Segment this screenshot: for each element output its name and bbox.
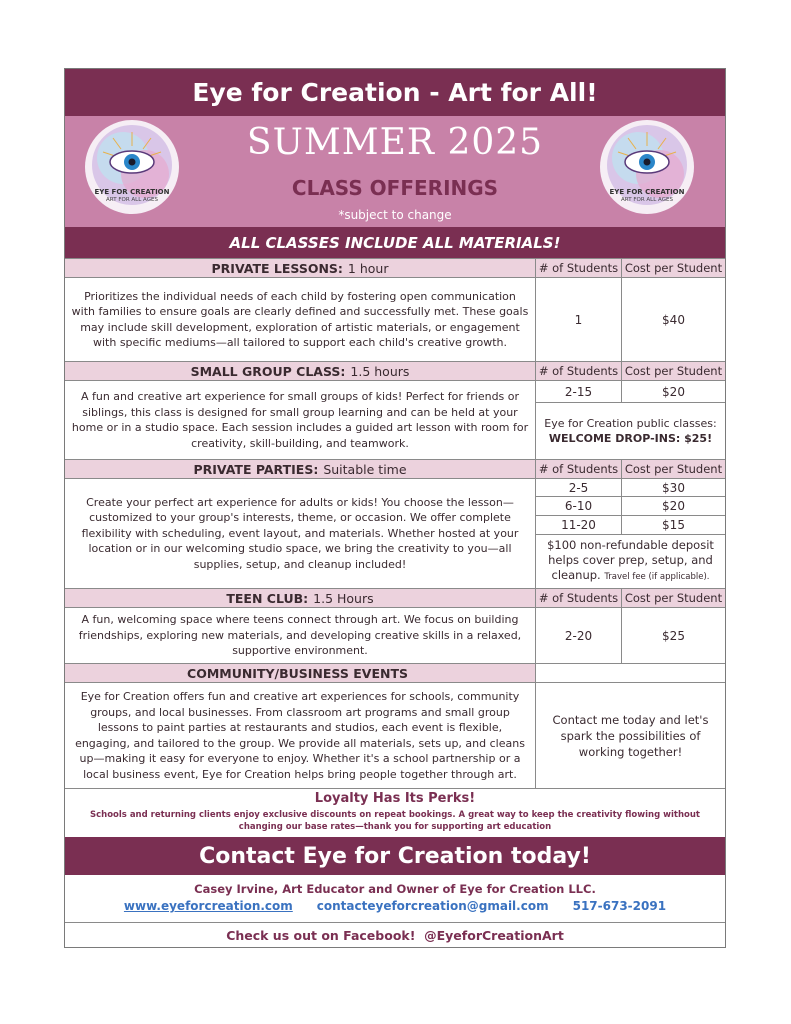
facebook-line[interactable]: Check us out on Facebook! @EyeforCreationArt	[226, 928, 564, 943]
public-classes-text: Eye for Creation public classes:	[544, 417, 717, 430]
phone-number[interactable]: 517-673-2091	[572, 899, 667, 913]
small-group-title: SMALL GROUP CLASS:	[190, 363, 346, 379]
teen-club-students: 2-20	[535, 608, 621, 663]
email-address[interactable]: contacteyeforcreation@gmail.com	[316, 899, 549, 913]
students-column-header: # of Students	[535, 459, 621, 479]
contact-links	[65, 899, 725, 913]
class-offerings-heading: CLASS OFFERINGS	[291, 176, 499, 200]
private-lessons-cost: $40	[621, 278, 725, 361]
party-tier-cost: $20	[621, 497, 725, 516]
teen-club-description: A fun, welcoming space where teens connect through art. We focus on building friendships, exploring new materials, and developing creative skills in a relaxed, supportive environment.	[78, 613, 522, 658]
teen-club-title: TEEN CLUB:	[226, 590, 309, 606]
cost-column-header: Cost per Student	[621, 459, 725, 479]
subject-to-change-note: *subject to change	[338, 208, 452, 222]
community-events-header	[65, 663, 535, 683]
private-parties-description: Create your perfect art experience for adults or kids! You choose the lesson—customized to your group's interests, theme, or occasion. We offer complete flexibility with scheduling, event layout, and materials. Whether hosted at your location or in our welcoming studio space, we bring the creativity to you—all supplies, setup, and cleanup included!	[81, 495, 519, 571]
drop-in-price: WELCOME DROP-INS: $25!	[548, 432, 713, 445]
hero-section	[65, 116, 725, 227]
party-tier-students: 11-20	[535, 516, 621, 535]
loyalty-text: Schools and returning clients enjoy exclusive discounts on repeat bookings. A great way to keep the creativity flowing without changing our base rates—thank you for supporting art education	[90, 810, 700, 832]
private-parties-title: PRIVATE PARTIES:	[193, 461, 319, 477]
community-header-blank	[535, 663, 725, 683]
travel-fee-note: Travel fee (if applicable).	[604, 572, 710, 582]
small-group-header	[65, 361, 535, 381]
private-lessons-description: Prioritizes the individual needs of each child by fostering open communication with families to ensure goals are clearly defined and successfully met. These goals may include skill development, exploration of artistic materials, or engagement with specific mediums—all tailored to support each child's creative growth.	[71, 289, 529, 349]
community-events-title: COMMUNITY/BUSINESS EVENTS	[187, 665, 408, 681]
logo-subtext: ART FOR ALL AGES	[621, 197, 673, 203]
cost-column-header: Cost per Student	[621, 588, 725, 608]
deposit-text: $100 non-refundable deposit helps cover prep, setup, and cleanup.	[547, 538, 714, 582]
owner-line: Casey Irvine, Art Educator and Owner of Eye for Creation LLC.	[194, 882, 596, 896]
small-group-description: A fun and creative art experience for small groups of kids! Perfect for friends or siblings, this class is designed for small group learning and can be held at your home or in a studio space. Each session includes a guided art lesson with room for creativity, skill-building, and teamwork.	[71, 390, 529, 450]
cost-column-header: Cost per Student	[621, 361, 725, 381]
students-column-header: # of Students	[535, 361, 621, 381]
public-classes-note	[535, 403, 725, 459]
party-tier-cost: $15	[621, 516, 725, 535]
page-title: Eye for Creation - Art for All!	[65, 69, 725, 116]
private-lessons-title: PRIVATE LESSONS:	[211, 260, 343, 276]
cost-column-header: Cost per Student	[621, 258, 725, 278]
private-lessons-header	[65, 258, 535, 278]
materials-banner: ALL CLASSES INCLUDE ALL MATERIALS!	[65, 227, 725, 258]
party-tier-students: 6-10	[535, 497, 621, 516]
divider	[65, 788, 725, 789]
students-column-header: # of Students	[535, 258, 621, 278]
students-column-header: # of Students	[535, 588, 621, 608]
party-tier-students: 2-5	[535, 479, 621, 497]
small-group-cost: $20	[621, 381, 725, 403]
logo-subtext: ART FOR ALL AGES	[106, 197, 158, 203]
flyer	[64, 68, 726, 948]
teen-club-cost: $25	[621, 608, 725, 663]
season-heading: SUMMER 2025	[246, 122, 544, 163]
contact-heading: Contact Eye for Creation today!	[65, 837, 725, 875]
teen-club-header	[65, 588, 535, 608]
divider	[65, 922, 725, 923]
community-cta: Contact me today and let's spark the possibilities of working together!	[535, 683, 725, 788]
private-lessons-students: 1	[535, 278, 621, 361]
logo-text: EYE FOR CREATION	[94, 188, 170, 196]
private-lessons-duration: 1 hour	[347, 260, 389, 276]
teen-club-duration: 1.5 Hours	[313, 590, 374, 606]
small-group-students: 2-15	[535, 381, 621, 403]
loyalty-title: Loyalty Has Its Perks!	[314, 791, 476, 806]
website-link[interactable]: www.eyeforcreation.com	[123, 899, 293, 913]
small-group-duration: 1.5 hours	[350, 363, 410, 379]
private-parties-header	[65, 459, 535, 479]
logo-text: EYE FOR CREATION	[609, 188, 685, 196]
community-events-description: Eye for Creation offers fun and creative art experiences for schools, community groups, and local businesses. From classroom art programs and small group lessons to paint parties at restaurants and studios, each event is flexible, engaging, and tailored to the group. We provide all materials, sets up, and cleans up—making it easy for everyone to enjoy. Whether it's a school partnership or a local business event, Eye for Creation helps bring people together through art.	[75, 690, 525, 781]
deposit-note	[535, 535, 725, 588]
private-parties-duration: Suitable time	[323, 461, 407, 477]
party-tier-cost: $30	[621, 479, 725, 497]
